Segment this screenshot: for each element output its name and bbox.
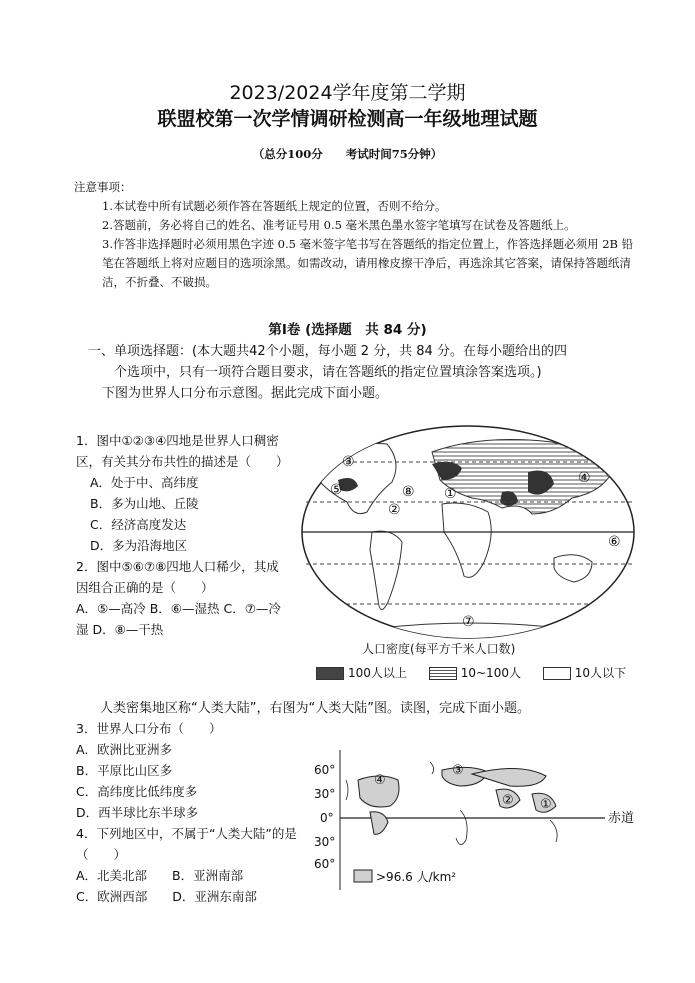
exam-title: 联盟校第一次学情调研检测高一年级地理试题: [157, 108, 538, 130]
lat-label-30s: 30°: [314, 835, 336, 849]
marker-7: ⑦: [462, 614, 475, 630]
q1-option-a: A．处于中、高纬度: [90, 475, 199, 490]
world-population-map: [292, 422, 648, 666]
legend-sparse: 10人以下: [574, 666, 627, 680]
lat-label-60s: 60°: [314, 857, 336, 871]
intro-2: 人类密集地区称“人类大陆”，右图为“人类大陆”图。读图，完成下面小题。: [100, 701, 530, 716]
questions-3-4: [76, 718, 306, 907]
marker-4: ④: [578, 470, 591, 486]
q4-stem: 4．下列地区中，不属于“人类大陆”的是（ ）: [76, 826, 297, 862]
q1-option-c: C．经济高度发达: [90, 517, 187, 532]
legend-dense: 100人以上: [348, 666, 407, 680]
marker-8: ⑧: [402, 484, 415, 500]
marker-5: ⑤: [330, 482, 343, 498]
notes-heading: 注意事项：: [74, 180, 132, 194]
marker-6: ⑥: [608, 534, 621, 550]
instruction-block: [88, 341, 628, 404]
notes-block: [74, 178, 634, 292]
map2-legend-swatch: [354, 870, 372, 882]
q2-options: A．⑤—高冷 B．⑥—湿热 C．⑦—冷湿 D．⑧—干热: [76, 601, 281, 637]
note-item-2: 2.答题前，务必将自己的姓名、准考证号用 0.5 毫米黑色墨水签字笔填写在试卷及答题纸上。: [102, 218, 576, 232]
questions-1-2: [76, 430, 288, 640]
q3-option-b: B．平原比山区多: [76, 763, 173, 778]
marker2-2: ②: [502, 793, 514, 808]
score-time-line: （总分100分 考试时间75分钟）: [252, 147, 443, 161]
map1-caption: 人口密度(每平方千米人口数): [362, 642, 516, 656]
legend-swatch-dense: [316, 667, 344, 680]
map2-legend-label: >96.6 人/km²: [376, 870, 457, 884]
map1-legend: [316, 664, 656, 681]
marker-1: ①: [444, 486, 457, 502]
legend-swatch-medium: [429, 667, 457, 680]
intro-1: 下图为世界人口分布示意图。据此完成下面小题。: [102, 386, 389, 401]
lat-label-60n: 60°: [314, 763, 336, 777]
q2-stem: 2．图中⑤⑥⑦⑧四地人口稀少，其成因组合正确的是（ ）: [76, 559, 279, 595]
q4-options-row1: A．北美北部 B．亚洲南部: [76, 868, 244, 883]
q1-stem: 1．图中①②③④四地是世界人口稠密区，有关其分布共性的描述是（ ）: [76, 433, 289, 469]
instruction-line-2: 个选项中，只有一项符合题目要求，请在答题纸的指定位置填涂答案选项。): [114, 365, 542, 380]
year-line: 2023/2024学年度第二学期: [229, 82, 466, 104]
instruction-line-1: 一、单项选择题：(本大题共42个小题，每小题 2 分，共 84 分。在每小题给出的四: [88, 344, 567, 359]
section-title: 第Ⅰ卷 (选择题 共 84 分): [268, 322, 427, 338]
q3-option-d: D．西半球比东半球多: [76, 805, 199, 820]
human-continent-map: [310, 750, 660, 904]
q3-option-c: C．高纬度比低纬度多: [76, 784, 198, 799]
marker2-1: ①: [540, 797, 552, 812]
q3-stem: 3．世界人口分布（ ）: [76, 721, 222, 736]
note-item-1: 1.本试卷中所有试题必须作答在答题纸上规定的位置，否则不给分。: [102, 199, 447, 213]
lat-label-30n: 30°: [314, 787, 336, 801]
q3-option-a: A．欧洲比亚洲多: [76, 742, 173, 757]
q4-options-row2: C．欧洲西部 D．亚洲东南部: [76, 889, 257, 904]
note-item-3: 3.作答非选择题时必须用黑色字迹 0.5 毫米签字笔书写在答题纸的指定位置上，作答选择题必须用 2B 铅笔在答题纸上将对应题目的选项涂黑。如需改动，请用橡皮擦干净后，再选涂其它答案，请保持答题纸清洁，不折叠、不破损。: [102, 237, 634, 289]
marker-3: ③: [342, 454, 355, 470]
human-continent-svg: [310, 750, 660, 900]
marker2-3: ③: [452, 763, 464, 778]
q1-option-b: B．多为山地、丘陵: [90, 496, 199, 511]
legend-swatch-sparse: [543, 667, 571, 680]
lat-label-0: 0°: [320, 811, 334, 825]
world-map-svg: [292, 422, 648, 662]
marker2-4: ④: [374, 773, 386, 788]
legend-medium: 10~100人: [460, 666, 521, 680]
marker-2: ②: [388, 502, 401, 518]
equator-label: 赤道: [608, 811, 635, 826]
q1-option-d: D．多为沿海地区: [90, 538, 188, 553]
